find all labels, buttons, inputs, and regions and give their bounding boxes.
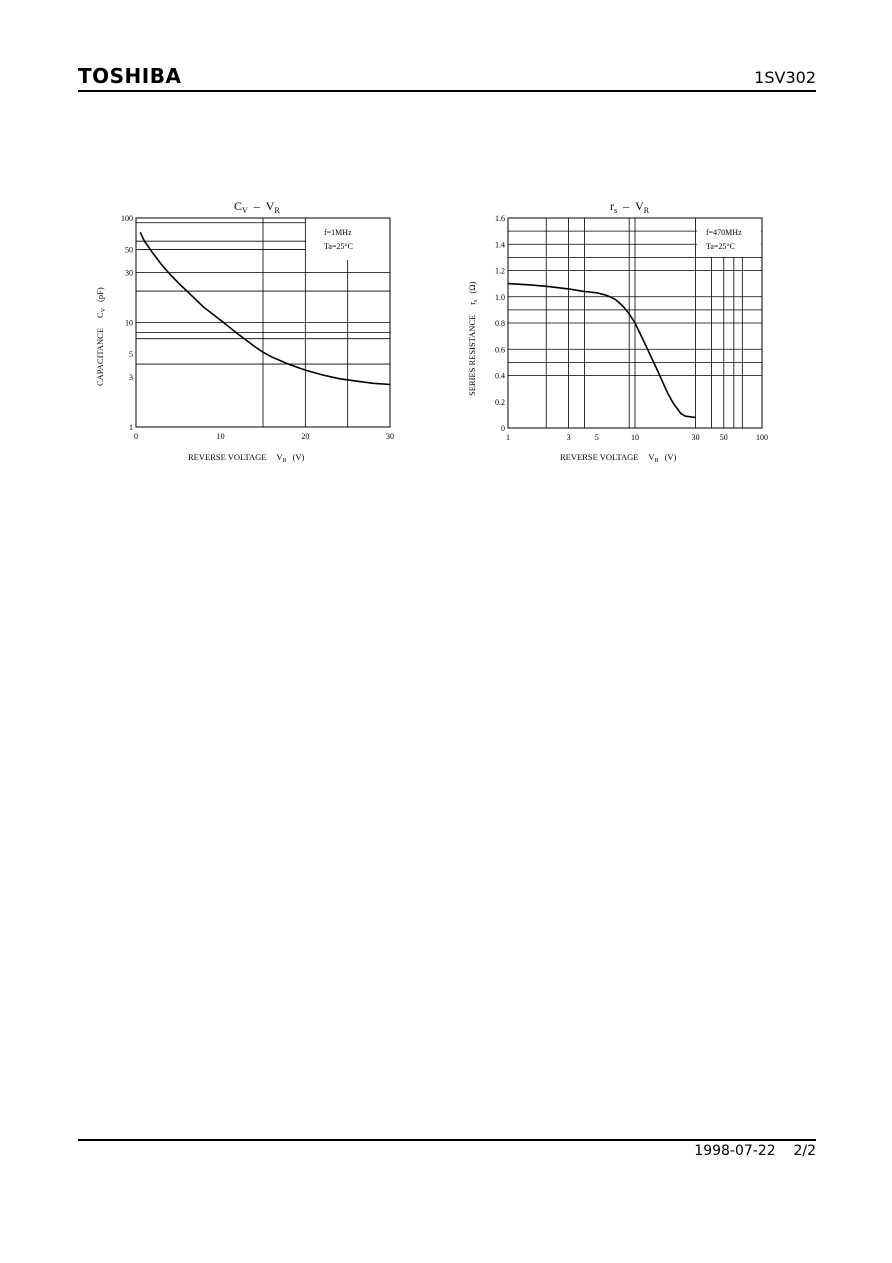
rs-annotation-temp: Ta=25°C [706, 242, 735, 251]
rs-x-tick: 10 [631, 433, 639, 442]
rs-annotation-freq: f=470MHz [706, 228, 742, 237]
cv-x-tick-labels [134, 432, 394, 441]
rs-y-tick: 1.6 [495, 214, 505, 223]
cv-y-tick: 50 [125, 245, 133, 255]
rs-y-tick: 0.4 [495, 371, 505, 381]
cv-x-axis-label: REVERSE VOLTAGE $V_R$ (V) [188, 452, 305, 464]
rs-x-tick-labels [506, 433, 768, 442]
cv-x-tick: 0 [134, 432, 138, 441]
rs-y-tick: 1.2 [495, 266, 505, 276]
cv-y-tick: 10 [125, 318, 133, 328]
part-number: 1SV302 [754, 68, 816, 87]
footer-rule [78, 1139, 816, 1141]
brand-logo: TOSHIBA [78, 64, 182, 88]
footer-text [694, 1143, 816, 1159]
cv-y-tick: 1 [129, 423, 133, 432]
rs-x-tick: 100 [756, 433, 768, 442]
cv-y-tick: 30 [125, 268, 133, 278]
rs-chart [467, 199, 768, 464]
rs-series-line [508, 284, 696, 418]
rs-y-tick: 0.6 [495, 345, 505, 355]
rs-x-tick: 50 [719, 433, 728, 442]
cv-y-axis-label: $CAPACITANCEC_V(pF)$ [95, 287, 107, 386]
cv-y-tick: 5 [129, 349, 133, 359]
cv-x-tick: 20 [301, 432, 310, 441]
rs-x-tick: 3 [566, 433, 571, 442]
cv-chart [95, 199, 394, 464]
cv-y-tick-labels [121, 214, 133, 432]
rs-y-tick-labels [495, 214, 505, 433]
rs-x-tick: 30 [691, 433, 700, 442]
cv-series-line [140, 232, 390, 384]
rs-y-tick: 0.2 [495, 397, 505, 407]
cv-annotation-temp: Ta=25°C [324, 242, 353, 251]
rs-x-tick: 5 [594, 433, 599, 442]
cv-chart-title: $C_V - V_R$ [234, 199, 280, 215]
rs-y-tick: 0.8 [495, 319, 505, 328]
rs-y-tick: 0 [501, 424, 505, 433]
cv-x-tick: 30 [386, 432, 394, 441]
cv-annotation-freq: f=1MHz [324, 228, 352, 237]
rs-y-tick: 1.4 [495, 240, 505, 250]
footer-date: 1998-07-22 [694, 1143, 776, 1159]
footer-page: 2/2 [793, 1143, 816, 1159]
rs-chart-title: $r_s - V_R$ [610, 199, 650, 215]
rs-y-tick: 1.0 [495, 292, 505, 302]
rs-y-axis-label: SERIES RESISTANCEr$_s$(Ω) [467, 281, 479, 396]
cv-y-tick: 100 [121, 214, 133, 223]
rs-x-axis-label: REVERSE VOLTAGE $V_R$ (V) [560, 452, 677, 464]
cv-x-tick: 10 [216, 432, 225, 441]
cv-y-tick: 3 [129, 373, 133, 383]
rs-x-tick: 1 [506, 433, 510, 442]
